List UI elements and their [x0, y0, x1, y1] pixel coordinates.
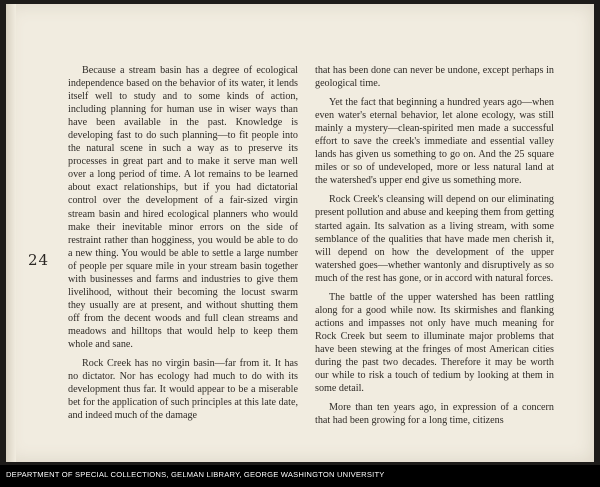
right-text-column: [315, 64, 554, 433]
paragraph: More than ten years ago, in expression of a concern that had been growing for a long time, citizens: [315, 402, 554, 427]
paragraph-continuation: that has been done can never be undone, except perhaps in geological time.: [315, 65, 554, 90]
paragraph: Because a stream basin has a degree of ecological independence based on the behavior of its water, it lends itself well to study and to some kinds of action, including planning for human use in wiser ways than have been available in the past. Knowledge is developing fast to do such planning—to fit people into the natural scene in such a way as to preserve its processes in great part and to make it serve man well over a long period of time. A lot remains to be learned about exact relationships, but if you had dictatorial control over the development of a fair-sized virgin stream basin and hired ecological planners who would make their inevitable minor errors on the side of restraint rather than hogginess, you would be able to do a new thing. You would be able to settle a large number of people per square mile in your stream basin together with businesses and farms and industries to give them livelihood, without their becoming the locust swarm they usually are at present, and without shutting them off from the decent woods and full clean streams and meadows and hilltops that would help to keep them whole and sane.: [68, 65, 298, 350]
archive-caption-bar: [0, 465, 600, 487]
left-text-column: [68, 64, 298, 428]
paragraph: Rock Creek has no virgin basin—far from it. It has no dictator. Nor has ecology had much to do with its development thus far. It would appear to be a miserable bet for the application of such principles at this late date, and indeed much of the damage: [68, 358, 298, 422]
paragraph: Yet the fact that beginning a hundred years ago—when even water's eternal behavior, let alone ecology, was still mainly a mystery—clean-spirited men made a successful effort to save the creek's immediate and essential valley lands has given us something to go on. And the 25 square miles or so of undeveloped, more or less natural land at the watershed's upper end give us something more.: [315, 97, 554, 187]
paragraph: Rock Creek's cleansing will depend on our eliminating present pollution and abuse and keeping them from getting started again. Its salvation as a living stream, with some semblance of the qualities that have made men cherish it, will depend on how the development of the upper watershed goes—whether wantonly and disruptively as so much of the rest has gone, or in accord with natural forces.: [315, 194, 554, 284]
page-number: 24: [28, 251, 50, 269]
page-gutter: [6, 4, 16, 462]
paragraph: The battle of the upper watershed has been rattling along for a good while now. Its skirmishes and flanking actions and impasses not only have much meaning for Rock Creek but seem to illuminate major problems that have been stewing at the fringes of most American cities during the past two decades. Therefore it may be worth our while to risk a touch of tedium by looking at them in some detail.: [315, 291, 554, 395]
archive-caption: DEPARTMENT OF SPECIAL COLLECTIONS, GELMAN LIBRARY, GEORGE WASHINGTON UNIVERSITY: [6, 470, 385, 479]
